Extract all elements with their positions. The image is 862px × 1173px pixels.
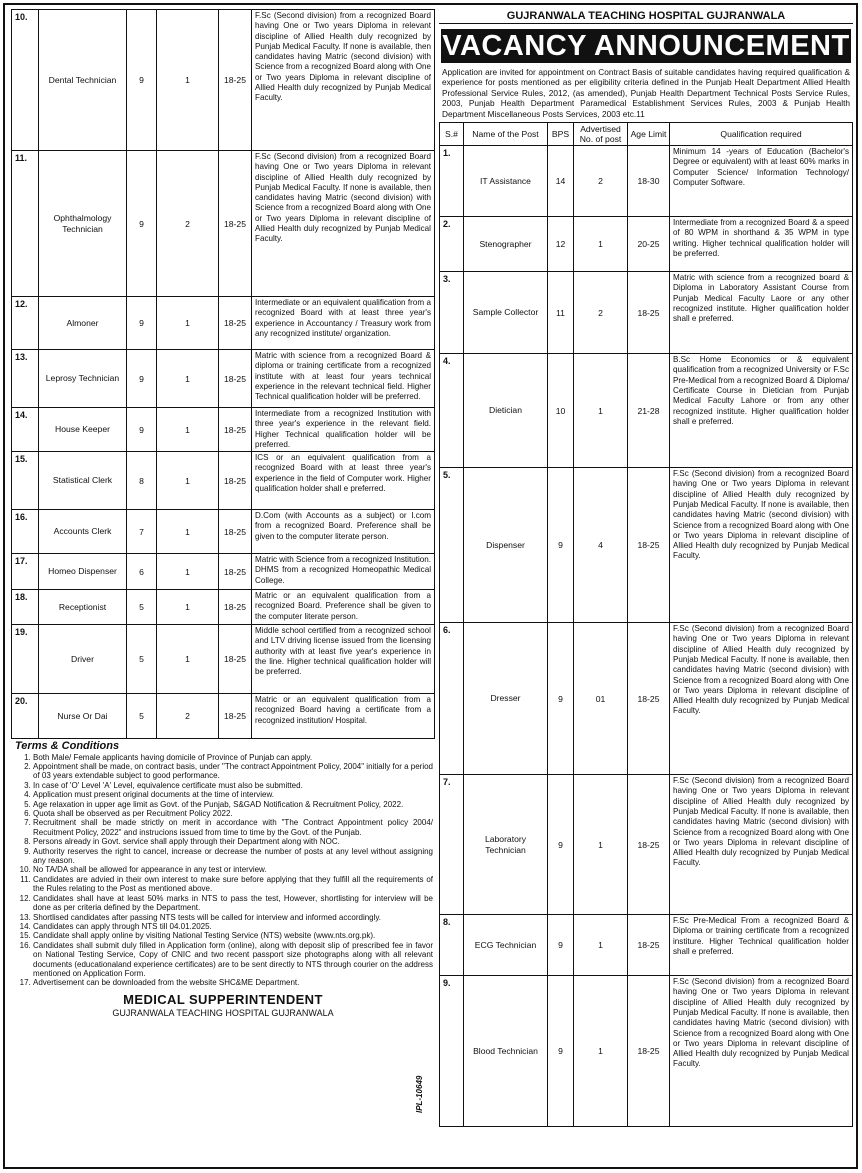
table-row [12, 297, 435, 350]
right-column [439, 9, 853, 1127]
header-age: Age Limit [628, 123, 670, 146]
table-row [440, 272, 853, 354]
serial-number: 20. [12, 694, 39, 739]
post-name: IT Assistance [464, 146, 548, 217]
table-row [12, 625, 435, 694]
table-row [440, 146, 853, 217]
bps-value: 11 [548, 272, 574, 354]
posts-count: 1 [157, 297, 219, 350]
age-limit: 18-25 [219, 10, 252, 151]
age-limit: 18-25 [219, 625, 252, 694]
term-item: 8. Persons already in Govt. service shall apply through their Department along with NOC. [33, 837, 435, 846]
table-header-row [440, 123, 853, 146]
table-row [12, 590, 435, 625]
terms-and-conditions [11, 742, 435, 988]
serial-number: 10. [12, 10, 39, 151]
post-name: ECG Technician [464, 915, 548, 976]
bps-value: 6 [127, 554, 157, 590]
bps-value: 9 [127, 151, 157, 297]
posts-count: 2 [157, 694, 219, 739]
bps-value: 8 [127, 452, 157, 510]
post-name: Driver [39, 625, 127, 694]
terms-list [11, 753, 435, 988]
age-limit: 20-25 [628, 217, 670, 272]
age-limit: 21-28 [628, 354, 670, 468]
term-item: 13. Shortlised candidates after passing NTS tests will be called for interview and informed accordingly. [33, 913, 435, 922]
term-item: 9. Authority reserves the right to cancel, increase or decrease the number of posts at any level without assigning any reason. [33, 847, 435, 866]
post-name: Sample Collector [464, 272, 548, 354]
bps-value: 9 [127, 408, 157, 452]
header-sno: S.# [440, 123, 464, 146]
table-row [440, 775, 853, 915]
serial-number: 3. [440, 272, 464, 354]
qualification: D.Com (with Accounts as a subject) or I.com from a recognized Board. Preference shall be given to the computer literate person. [252, 510, 435, 554]
serial-number: 14. [12, 408, 39, 452]
qualification: Matric or an equivalent qualification from a recognized Board. Preference shall be given to the computer literate person. [252, 590, 435, 625]
post-name: Dietician [464, 354, 548, 468]
advertisement-page [3, 3, 858, 1169]
term-item: 2. Appointment shall be made, on contract basis, under "The contract Appointment Policy, 2004" initially for a period of 03 years extendable subject to good performance. [33, 762, 435, 781]
post-name: Almoner [39, 297, 127, 350]
header-post: Name of the Post [464, 123, 548, 146]
intro-paragraph: Application are invited for appointment on Contract Basis of suitable candidates having required qualification & experience for posts mentioned as per eligibility criteria defined in the Punjab Healt Department Allied Health Professional Service Rules, 2012, (as amended), Punjab Health Department Technical Posts Service Rules, 2003, Punjab Health Department Paramedical Establishment Services Rules, 2003 & Punjab Health Department Miscellaneous Posts Services, 2003 etc.11 [442, 67, 850, 119]
header-qualification: Qualification required [670, 123, 853, 146]
post-name: Laboratory Technician [464, 775, 548, 915]
qualification: Intermediate or an equivalent qualification from a recognized Board with at least three year's experience in Accountancy / Treasury work from any recognized institute/ organization. [252, 297, 435, 350]
ipl-code: IPL-10649 [415, 1075, 424, 1113]
age-limit: 18-25 [628, 775, 670, 915]
age-limit: 18-25 [628, 623, 670, 775]
qualification: F.Sc Pre-Medical From a recognized Board & Diploma or training certificate from a recognized institure. Higher Technical qualification holder shall e preferred. [670, 915, 853, 976]
post-name: Statistical Clerk [39, 452, 127, 510]
serial-number: 16. [12, 510, 39, 554]
qualification: ICS or an equivalent qualification from a recognized Board with at least three year's experience in the field of Computer work. Higher qualification holder shall e preferred. [252, 452, 435, 510]
serial-number: 12. [12, 297, 39, 350]
age-limit: 18-25 [219, 151, 252, 297]
age-limit: 18-25 [219, 510, 252, 554]
serial-number: 8. [440, 915, 464, 976]
table-row [440, 217, 853, 272]
posts-count: 1 [157, 590, 219, 625]
posts-count: 1 [157, 554, 219, 590]
bps-value: 5 [127, 694, 157, 739]
serial-number: 6. [440, 623, 464, 775]
post-name: Homeo Dispenser [39, 554, 127, 590]
age-limit: 18-25 [628, 468, 670, 623]
term-item: 11. Candidates are advied in their own interest to make sure before applying that they fulfill all the requirements of the Rules relating to the Post as mentioned above. [33, 875, 435, 894]
post-name: Receptionist [39, 590, 127, 625]
serial-number: 11. [12, 151, 39, 297]
serial-number: 17. [12, 554, 39, 590]
hospital-header: GUJRANWALA TEACHING HOSPITAL GUJRANWALA [439, 9, 853, 24]
qualification: Matric with Science from a recognized Institution. DHMS from a recognized Homeopathic Medical College. [252, 554, 435, 590]
posts-count: 1 [157, 452, 219, 510]
bps-value: 5 [127, 590, 157, 625]
qualification: F.Sc (Second division) from a recognized Board having One or Two years Diploma in relevant discipline of Allied Health duly recognized by Punjab Medical Faculty. If none is available, then candidates having Matric (second division) with Science from a recognized Board along with One or Two years Diploma in relevant discipline of Allied Health duly recognized by Punjab Medical Faculty. [252, 10, 435, 151]
post-name: House Keeper [39, 408, 127, 452]
age-limit: 18-25 [628, 915, 670, 976]
serial-number: 18. [12, 590, 39, 625]
table-row [12, 510, 435, 554]
qualification: Minimum 14 -years of Education (Bachelor's Degree or equivalent) with at least 60% marks in Computer Science/ Information Technology/ Computer Software. [670, 146, 853, 217]
bps-value: 9 [548, 976, 574, 1127]
table-row [12, 350, 435, 408]
posts-count: 1 [574, 217, 628, 272]
age-limit: 18-25 [219, 554, 252, 590]
term-item: 1. Both Male/ Female applicants having domicile of Province of Punjab can apply. [33, 753, 435, 762]
posts-count: 2 [574, 272, 628, 354]
post-name: Blood Technician [464, 976, 548, 1127]
table-row [12, 151, 435, 297]
table-row [12, 10, 435, 151]
qualification: Intermediate from a recognized Institution with three year's experience in the relevant field. Higher Technical qualification holder will be preferred. [252, 408, 435, 452]
age-limit: 18-25 [628, 976, 670, 1127]
bps-value: 9 [127, 297, 157, 350]
posts-count: 1 [157, 10, 219, 151]
term-item: 3. In case of 'O' Level 'A' Level, equivalence certificate must also be submitted. [33, 781, 435, 790]
term-item: 16. Candidates shall submit duly filled in Application form (online), along with deposit slip of prescribed fee in favor on National Testing Service, Copy of CNIC and two recent passport size photographs along with all relevant documents (educationaland experience certificates) are to be sent directly to NTS through courier on the address mentioned on Application Form. [33, 941, 435, 979]
age-limit: 18-30 [628, 146, 670, 217]
signature-title: MEDICAL SUPPERINTENDENT [123, 991, 323, 1007]
serial-number: 13. [12, 350, 39, 408]
table-row [12, 554, 435, 590]
serial-number: 1. [440, 146, 464, 217]
table-row [12, 694, 435, 739]
term-item: 15. Candidate shall apply online by visiting National Testing Service (NTS) website (www.nts.org.pk). [33, 931, 435, 940]
signature-hospital: GUJRANWALA TEACHING HOSPITAL GUJRANWALA [112, 1007, 334, 1018]
posts-count: 1 [574, 775, 628, 915]
post-name: Leprosy Technician [39, 350, 127, 408]
post-name: Ophthalmology Technician [39, 151, 127, 297]
term-item: 6. Quota shall be observed as per Recuitment Policy 2022. [33, 809, 435, 818]
bps-value: 14 [548, 146, 574, 217]
post-name: Nurse Or Dai [39, 694, 127, 739]
posts-count: 1 [157, 408, 219, 452]
serial-number: 2. [440, 217, 464, 272]
qualification: B.Sc Home Economics or & equivalent qualification from a recognized University or F.Sc Pre-Medical from a recognized Board & Diploma/ Certificate Course in Dietician from Punjab Medical Faculty Lahore or from any other recognized institute. Higher qualification holder shall e preferred. [670, 354, 853, 468]
serial-number: 15. [12, 452, 39, 510]
qualification: F.Sc (Second division) from a recognized Board having One or Two years Diploma in relevant discipline of Allied Health duly recognized by Punjab Medical Faculty. If none is available, then candidates having Matric (second division) with Science from a recognized Board along with One or Two years Diploma in relevant discipline of Allied Health duly recognized by Punjab Medical Faculty. [670, 468, 853, 623]
age-limit: 18-25 [219, 408, 252, 452]
serial-number: 9. [440, 976, 464, 1127]
serial-number: 19. [12, 625, 39, 694]
age-limit: 18-25 [219, 452, 252, 510]
table-row [440, 468, 853, 623]
page-title: VACANCY ANNOUNCEMENT [442, 30, 850, 62]
posts-count: 1 [157, 510, 219, 554]
term-item: 7. Recruitment shall be made strictly on merit in accordance with "The Contract Appointment policy 2004/ Recuitment Policy, 2022" and instrucions issued from time to time by the Govt. of the Punjab. [33, 818, 435, 837]
table-row [440, 976, 853, 1127]
qualification: Matric or an equivalent qualification from a recognized Board having a certificate from a recognized institution/ Hospital. [252, 694, 435, 739]
age-limit: 18-25 [219, 350, 252, 408]
posts-count: 1 [157, 625, 219, 694]
term-item: 10. No TA/DA shall be allowed for appearance in any test or interview. [33, 865, 435, 874]
terms-title: Terms & Conditions [15, 740, 120, 753]
qualification: F.Sc (Second division) from a recognized Board having One or Two years Diploma in relevant discipline of Allied Health duly recognized by Punjab Medical Faculty. If none is available, then candidates having Matric (second division) with Science from a recognized Board along with One or Two years Diploma in relevant discipline of Allied Health duly recognized by Punjab Medical Faculty. [670, 976, 853, 1127]
posts-count: 1 [157, 350, 219, 408]
serial-number: 5. [440, 468, 464, 623]
table-row [440, 915, 853, 976]
bps-value: 12 [548, 217, 574, 272]
age-limit: 18-25 [219, 297, 252, 350]
vacancy-table-continued [11, 9, 435, 739]
header-advertised: Advertised No. of post [574, 123, 628, 146]
posts-count: 1 [574, 915, 628, 976]
post-name: Dresser [464, 623, 548, 775]
qualification: F.Sc (Second division) from a recognized Board having One or Two years Diploma in relevant discipline of Allied Health duly recognized by Punjab Medical Faculty. If none is available, then candidates having Matric (second division) with Science from a recognized Board along with One or Two years Diploma in relevant discipline of Allied Health duly recognized by Punjab Medical Faculty. [252, 151, 435, 297]
age-limit: 18-25 [628, 272, 670, 354]
bps-value: 7 [127, 510, 157, 554]
qualification: Middle school certified from a recognized school and LTV driving license issued from the licensing authority with at least five year's experience in the line. Higher technical qualification holder will be preferred. [252, 625, 435, 694]
term-item: 17. Advertisement can be downloaded from the website SHC&ME Department. [33, 978, 435, 987]
bps-value: 9 [127, 10, 157, 151]
term-item: 12. Candidates shall have at least 50% marks in NTS to pass the test, However, shortlisting for interview will be done as per criteria defined by the Department. [33, 894, 435, 913]
posts-count: 01 [574, 623, 628, 775]
term-item: 5. Age relaxation in upper age limit as Govt. of the Punjab, S&GAD Notification & Recruitment Policy, 2022. [33, 800, 435, 809]
bps-value: 5 [127, 625, 157, 694]
posts-count: 2 [157, 151, 219, 297]
post-name: Stenographer [464, 217, 548, 272]
left-column [11, 9, 435, 1018]
posts-count: 2 [574, 146, 628, 217]
post-name: Accounts Clerk [39, 510, 127, 554]
qualification: Matric with science from a recognized board & Diploma in Laboratory Assistant Course from Punjab Medical Faculty Laore or any other recognized institute. Higher qualification holder shall e preferred. [670, 272, 853, 354]
qualification: F.Sc (Second division) from a recognized Board having One or Two years Diploma in relevant discipline of Allied Health duly recognized by Punjab Medical Faculty. If none is available, then candidates having Matric (second division) with Science from a recognized Board along with One or Two years Diploma in relevant discipline of Allied Health duly recognized by Punjab Medical Faculty. [670, 775, 853, 915]
qualification: F.Sc (Second division) from a recognized Board having One or Two years Diploma in relevant discipline of Allied Health duly recognized by Punjab Medical Faculty. If none is available, then candidates having Matric (second division) with Science from a recognized Board along with One or Two years Diploma in relevant discipline of Allied Health duly recognized by Punjab Medical Faculty. [670, 623, 853, 775]
qualification: Intermediate from a recognized Board & a speed of 80 WPM in shorthand & 35 WPM in type writing. Higher technical qualification holder will be preferred. [670, 217, 853, 272]
posts-count: 1 [574, 354, 628, 468]
bps-value: 9 [548, 915, 574, 976]
term-item: 4. Application must present original documents at the time of interview. [33, 790, 435, 799]
bps-value: 9 [127, 350, 157, 408]
age-limit: 18-25 [219, 694, 252, 739]
header-bps: BPS [548, 123, 574, 146]
posts-count: 4 [574, 468, 628, 623]
table-row [440, 354, 853, 468]
vacancy-table [439, 122, 853, 1127]
post-name: Dispenser [464, 468, 548, 623]
serial-number: 7. [440, 775, 464, 915]
posts-count: 1 [574, 976, 628, 1127]
qualification: Matric with science from a recognized Board & diploma or training certificate from a recognized institute with at least four years technical experience in the relevant technical field. Higher Technical qualification holder will be preferred. [252, 350, 435, 408]
table-row [12, 452, 435, 510]
bps-value: 9 [548, 775, 574, 915]
table-row [440, 623, 853, 775]
bps-value: 10 [548, 354, 574, 468]
bps-value: 9 [548, 623, 574, 775]
serial-number: 4. [440, 354, 464, 468]
bps-value: 9 [548, 468, 574, 623]
table-row [12, 408, 435, 452]
age-limit: 18-25 [219, 590, 252, 625]
term-item: 14. Candidates can apply through NTS till 04.01.2025. [33, 922, 435, 931]
post-name: Dental Technician [39, 10, 127, 151]
